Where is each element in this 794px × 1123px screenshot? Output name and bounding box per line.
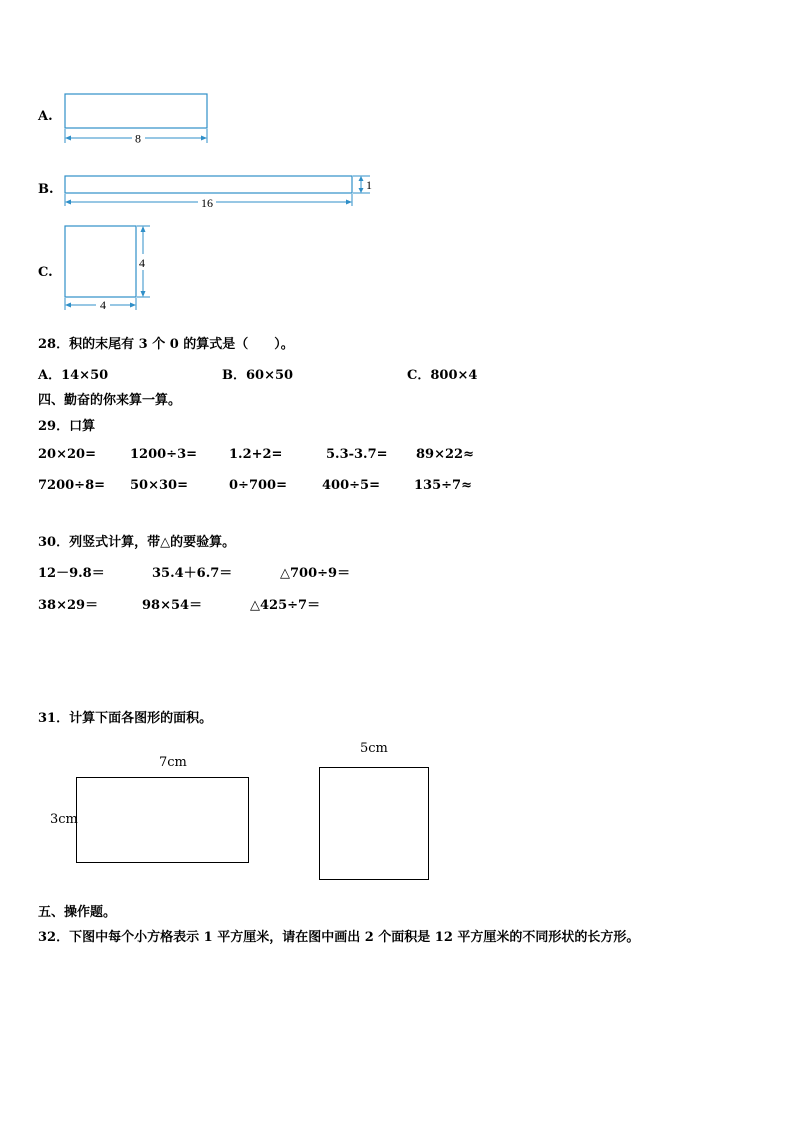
q29-item: 135÷7≈ [414, 478, 472, 493]
option-b-dimension-height: 1 [366, 178, 372, 192]
q29-item: 1.2+2= [229, 447, 283, 462]
q28-choice-b: B．60×50 [222, 368, 294, 383]
square-side-label: 5cm [360, 741, 388, 756]
section-5-title: 五、操作题。 [38, 905, 117, 920]
q32-stem: 32．下图中每个小方格表示 1 平方厘米，请在图中画出 2 个面积是 12 平方厘米的不同形状的长方形。 [38, 930, 640, 945]
option-b-figure [60, 170, 380, 215]
option-b-label: B. [38, 182, 54, 197]
q30-item: 12－9.8＝ [38, 566, 105, 581]
rectangle-figure [76, 777, 249, 863]
q29-title: 29．口算 [38, 419, 96, 434]
option-c-dimension-bottom: 4 [100, 298, 106, 312]
q29-item: 400÷5= [322, 478, 380, 493]
q30-item: 38×29＝ [38, 598, 99, 613]
option-a-label: A. [38, 109, 53, 124]
q30-item: 98×54＝ [142, 598, 203, 613]
q30-item: △700÷9＝ [280, 566, 351, 581]
q29-item: 89×22≈ [416, 447, 474, 462]
q29-item: 5.3-3.7= [326, 447, 388, 462]
option-b-rectangle [65, 176, 352, 193]
rectangle-width-label: 7cm [159, 755, 187, 770]
q28-stem: 28．积的末尾有 3 个 0 的算式是（ ）。 [38, 337, 294, 352]
q30-title: 30．列竖式计算，带△的要验算。 [38, 535, 236, 550]
q28-choice-c: C．800×4 [407, 368, 478, 383]
q30-item: 35.4＋6.7＝ [152, 566, 233, 581]
q29-item: 0÷700= [229, 478, 287, 493]
q31-title: 31．计算下面各图形的面积。 [38, 711, 213, 726]
q28-choice-a: A．14×50 [38, 368, 109, 383]
option-a-figure [60, 90, 220, 150]
q29-item: 50×30= [130, 478, 188, 493]
option-c-label: C. [38, 265, 53, 280]
option-c-figure [60, 220, 160, 315]
square-figure [319, 767, 429, 880]
q29-item: 20×20= [38, 447, 96, 462]
section-4-title: 四、勤奋的你来算一算。 [38, 393, 182, 408]
option-a-rectangle [65, 94, 207, 128]
option-c-square [65, 226, 136, 297]
q29-item: 1200÷3= [130, 447, 198, 462]
option-c-dimension-right: 4 [139, 256, 145, 270]
q29-item: 7200÷8= [38, 478, 106, 493]
option-a-dimension: 8 [135, 131, 141, 146]
q30-item: △425÷7＝ [250, 598, 321, 613]
rectangle-height-label: 3cm [50, 812, 78, 827]
option-b-dimension-width: 16 [201, 196, 213, 210]
